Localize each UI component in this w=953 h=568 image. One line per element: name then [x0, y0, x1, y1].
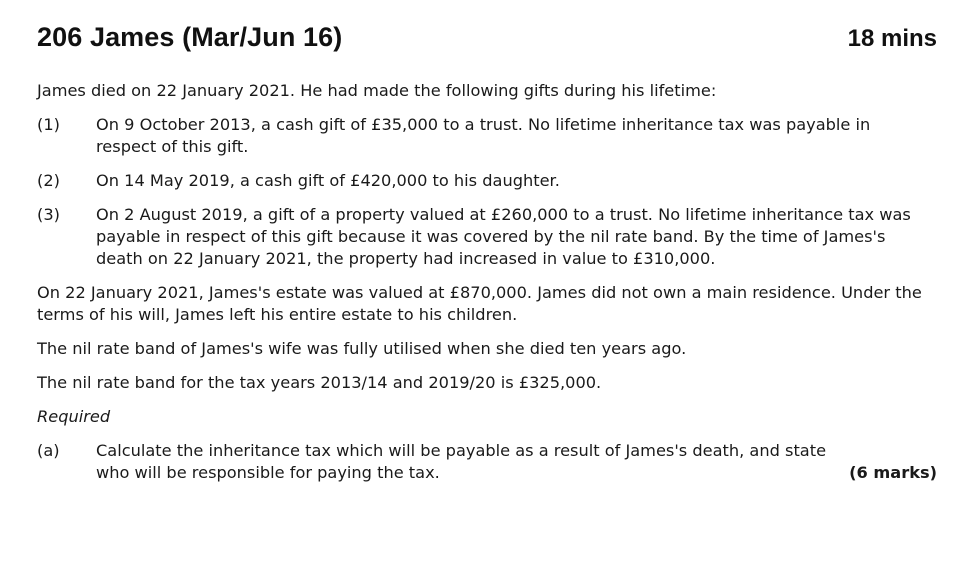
gift-item	[37, 170, 937, 192]
part-body	[96, 440, 937, 484]
part-text-line: who will be responsible for paying the tax.	[96, 463, 440, 482]
required-label: Required	[37, 407, 111, 426]
gift-text: On 9 October 2013, a cash gift of £35,000 to a trust. No lifetime inheritance tax was payable in respect of this gift.	[96, 115, 871, 156]
gift-text: On 2 August 2019, a gift of a property valued at £260,000 to a trust. No lifetime inheritance tax was payable in respect of this gift because it was covered by the nil rate band. By the time of James's death on 22 January 2021, the property had increased in value to £310,000.	[96, 205, 911, 268]
marks-allocation: (6 marks)	[849, 463, 937, 482]
gift-number: (1)	[37, 115, 60, 134]
time-allocation: 18 mins	[847, 25, 937, 52]
intro-paragraph: James died on 22 January 2021. He had made the following gifts during his lifetime:	[37, 81, 717, 100]
part-text-line-row	[96, 462, 937, 484]
estate-paragraph: On 22 January 2021, James's estate was valued at £870,000. James did not own a main residence. Under the terms of his will, James left his entire estate to his children.	[37, 283, 922, 324]
gift-number: (3)	[37, 205, 60, 224]
requirement-part	[37, 440, 937, 484]
part-text-line: Calculate the inheritance tax which will be payable as a result of James's death, and state	[96, 441, 827, 460]
wife-nil-rate-band-paragraph: The nil rate band of James's wife was fully utilised when she died ten years ago.	[37, 339, 687, 358]
gift-text: On 14 May 2019, a cash gift of £420,000 to his daughter.	[96, 171, 560, 190]
question-title: 206 James (Mar/Jun 16)	[37, 22, 343, 52]
question-header	[37, 0, 937, 50]
gift-item	[37, 204, 937, 270]
nil-rate-band-paragraph: The nil rate band for the tax years 2013/14 and 2019/20 is £325,000.	[37, 373, 602, 392]
gift-item	[37, 114, 937, 158]
part-number: (a)	[37, 441, 60, 460]
gift-number: (2)	[37, 171, 60, 190]
